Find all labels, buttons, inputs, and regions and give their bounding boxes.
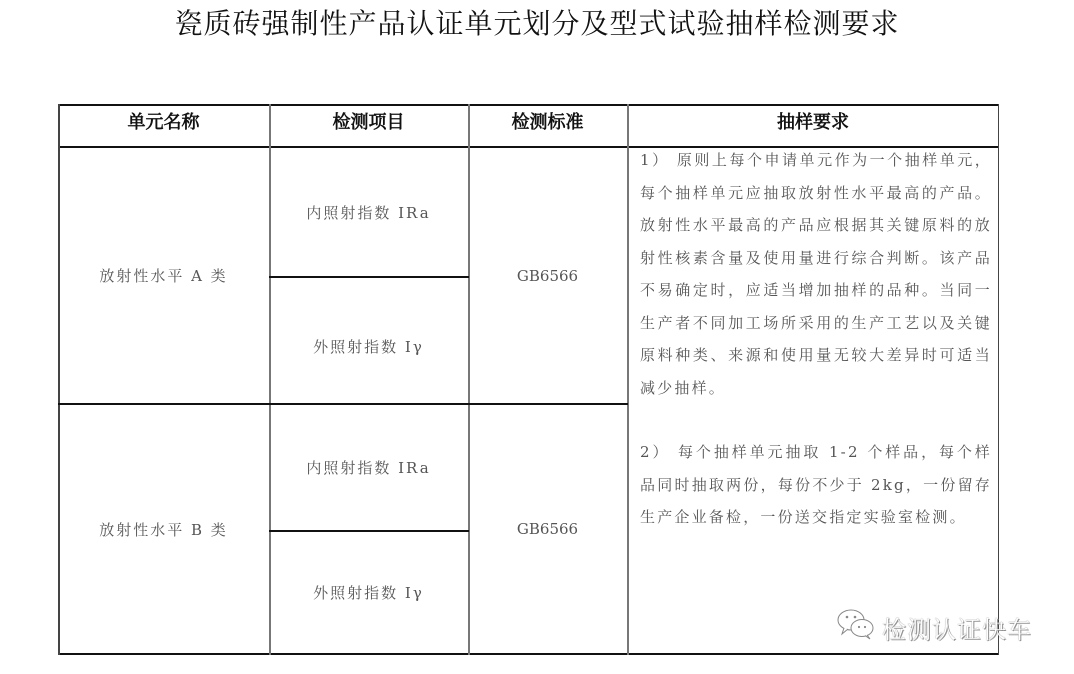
test-item-a-external: 外照射指数 Iγ: [313, 338, 424, 356]
document-title: 瓷质砖强制性产品认证单元划分及型式试验抽样检测要求: [174, 7, 900, 40]
test-standard-b: GB6566: [516, 520, 579, 538]
header-test-standard: 检测标准: [511, 112, 584, 133]
table-border-right: [998, 104, 999, 655]
header-test-item: 检测项目: [332, 112, 405, 133]
watermark-text: 检测认证快车: [882, 615, 1032, 644]
sampling-requirement-1: 1） 原则上每个申请单元作为一个抽样单元，每个抽样单元应抽取放射性水平最高的产品。放射性水平最高的产品应根据其关键原料的放射性核素含量及使用量进行综合判断。该产品不易确定时，应适当增加抽样的品种。当同一生产者不同加工场所采用的生产工艺以及关键原料种类、来源和使用量无较大差异时可适当减少抽样。: [640, 151, 992, 397]
test-item-b-external: 外照射指数 Iγ: [313, 584, 424, 602]
table-border-bottom: [58, 653, 999, 655]
test-item-a-internal: 内照射指数 IRa: [306, 203, 431, 222]
header-sampling-requirement: 抽样要求: [777, 112, 849, 133]
watermark: [836, 607, 1032, 647]
test-standard-a: GB6566: [516, 266, 579, 285]
sampling-requirement-2: 2） 每个抽样单元抽取 1-2 个样品，每个样品同时抽取两份，每份不少于 2kg，一份留存生产企业备检，一份送交指定实验室检测。: [640, 443, 992, 526]
col-divider-3: [627, 104, 629, 655]
header-unit-name: 单元名称: [127, 112, 200, 133]
unit-name-b: 放射性水平 B 类: [99, 520, 228, 539]
sampling-requirements: [640, 144, 992, 534]
unit-name-a: 放射性水平 A 类: [99, 267, 228, 285]
wechat-icon: [836, 607, 882, 647]
test-item-b-internal: 内照射指数 IRa: [306, 459, 431, 477]
